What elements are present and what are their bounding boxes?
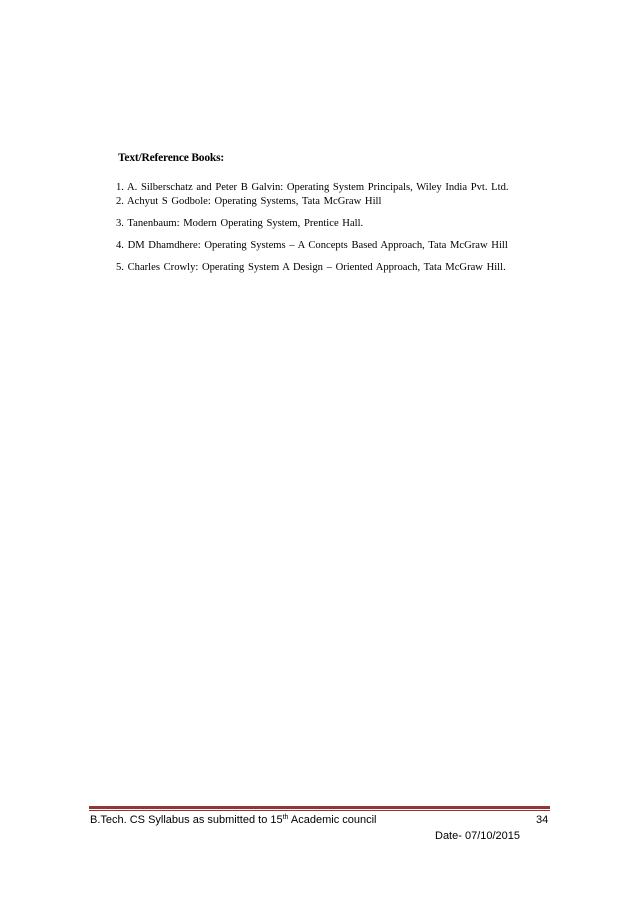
page-number: 34	[536, 814, 549, 826]
footer-divider	[89, 806, 550, 809]
reference-list	[116, 181, 536, 275]
reference-item: 5. Charles Crowly: Operating System A Design – Oriented Approach, Tata McGraw Hill.	[116, 262, 506, 273]
reference-item: 4. DM Dhamdhere: Operating Systems – A Concepts Based Approach, Tata McGraw Hill	[116, 240, 508, 251]
footer-date: Date- 07/10/2015	[435, 830, 521, 842]
reference-item: 2. Achyut S Godbole: Operating Systems, Tata McGraw Hill	[116, 196, 382, 207]
reference-item: 1. A. Silberschatz and Peter B Galvin: Operating System Principals, Wiley India Pvt. Ltd.	[116, 182, 509, 193]
footer-superscript: th	[282, 814, 289, 821]
footer-text-before: B.Tech. CS Syllabus as submitted to 15	[90, 814, 283, 826]
footer-text	[90, 814, 377, 826]
reference-item: 3. Tanenbaum: Modern Operating System, Prentice Hall.	[116, 218, 364, 229]
footer-divider-thin	[89, 810, 550, 811]
footer-text-after: Academic council	[288, 814, 377, 826]
section-heading: Text/Reference Books:	[118, 152, 224, 164]
